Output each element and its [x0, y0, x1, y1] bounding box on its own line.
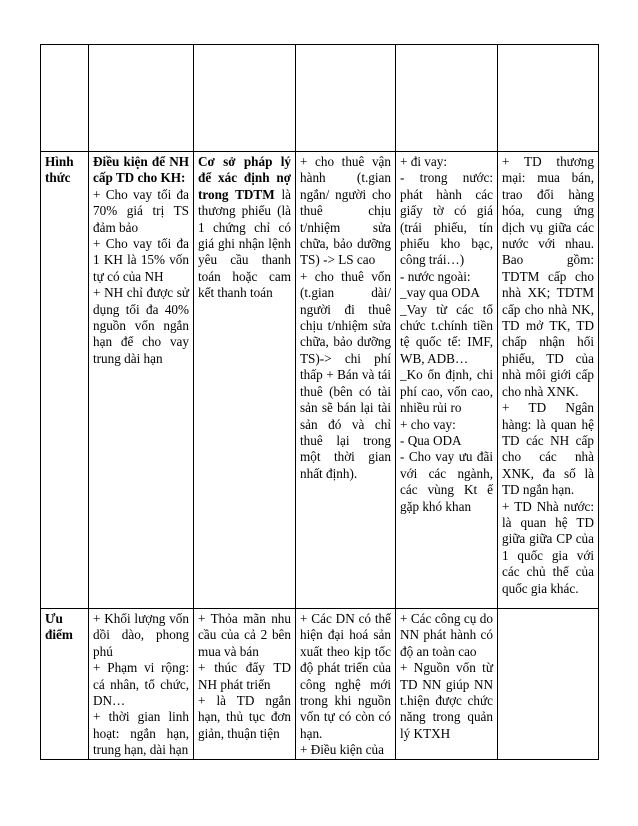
- table-cell: [498, 45, 599, 152]
- cell-paragraph: - trong nước: phát hành các giấy tờ có giá (trái phiếu, tín phiếu kho bạc, công trái…): [400, 170, 493, 268]
- cell-paragraph: + là TD ngắn hạn, thủ tục đơn giản, thuận tiện: [198, 693, 291, 741]
- row-header-cell: [41, 152, 89, 609]
- cell-line: [400, 449, 493, 515]
- cell-line: [400, 154, 493, 170]
- cell-paragraph: - Cho vay ưu đãi với các ngành, các vùng Kt ế gặp khó khan: [400, 449, 493, 514]
- cell-paragraph: - Qua ODA: [400, 432, 462, 448]
- table-cell: [194, 45, 296, 152]
- table-cell: [194, 609, 296, 760]
- table-row-empty: [41, 45, 599, 152]
- cell-paragraph: + Điều kiện của: [300, 742, 384, 758]
- cell-paragraph: - nước ngoài:: [400, 268, 471, 284]
- cell-line: [198, 660, 291, 693]
- cell-line: [400, 433, 493, 449]
- cell-line: [93, 285, 189, 367]
- cell-paragraph: + Các DN có thể hiện đại hoá sản xuất theo kịp tốc độ phát triển của công nghệ mới trong khi nguồn vốn tự có còn có hạn.: [300, 611, 391, 741]
- cell-paragraph: + Phạm vi rộng: cá nhân, tổ chức, DN…: [93, 660, 189, 709]
- comparison-table: [40, 44, 599, 760]
- cell-paragraph: + NH chỉ được sử dụng tối đa 40% nguồn vốn ngắn hạn để cho vay trung dài hạn: [93, 285, 189, 366]
- cell-paragraph: _Vay từ các tổ chức t.chính tiền tệ quốc tế: IMF, WB, ADB…: [400, 301, 493, 366]
- cell-paragraph: + cho thuê vận hành (t.gian ngắn/ người cho thuê chịu t/nhiệm sửa chữa, bảo dưỡng TS) -> LS cao: [300, 154, 391, 268]
- row-header-text: Ưu: [45, 611, 63, 626]
- cell-line: [400, 417, 493, 433]
- cell-line: [400, 660, 493, 742]
- table-cell: [194, 152, 296, 609]
- cell-line: [400, 170, 493, 268]
- cell-line: [93, 709, 189, 758]
- cell-line: [300, 154, 391, 269]
- cell-line: [400, 302, 493, 368]
- cell-line: [502, 400, 594, 498]
- cell-paragraph: + cho thuê vốn (t.gian dài/ người đi thuê chịu t/nhiệm sửa chữa, bảo dưỡng TS)-> chi phí thấp + Bán và tái thuê (bên có tài sản sẽ bán lại tài sản đó và chỉ thuê lại trong một thời gian nhất định).: [300, 268, 391, 481]
- table-cell: [396, 45, 498, 152]
- cell-paragraph: + Khối lượng vốn dồi dào, phong phú: [93, 611, 189, 659]
- table-row-hinh-thuc: [41, 152, 599, 609]
- cell-line: [400, 367, 493, 416]
- cell-line: [93, 611, 189, 660]
- cell-paragraph: _Ko ổn định, chi phí cao, vốn cao, nhiều rủi ro: [400, 367, 493, 416]
- table-cell: [89, 45, 194, 152]
- table-row-uu-diem: [41, 609, 599, 760]
- cell-line: [400, 285, 493, 301]
- cell-line: [300, 269, 391, 482]
- cell-paragraph: là thương phiếu (là 1 chứng chỉ có giá ghi nhận lệnh yêu cầu thanh toán hoặc cam kết thanh toán: [198, 186, 291, 301]
- table-cell: [296, 45, 396, 152]
- cell-paragraph: Điều kiện để NH cấp TD cho KH:: [93, 154, 189, 186]
- table-cell: [296, 609, 396, 760]
- cell-line: [502, 154, 594, 400]
- cell-paragraph: + TD thương mại: mua bán, trao đổi hàng hóa, cung ứng dịch vụ giữa các nước với nhau. Bao gồm: TDTM cấp cho nhà XK; TDTM cấp cho nhà NK, TD mở TK, TD chấp nhận hối phiếu, TD của nhà môi giới cấp cho nhà XNK.: [502, 154, 594, 399]
- row-header-text: thức: [45, 170, 71, 186]
- cell-paragraph: + thời gian linh hoạt: ngắn hạn, trung hạn, dài hạn: [93, 709, 189, 758]
- cell-line: [400, 269, 493, 285]
- row-header-cell: [41, 45, 89, 152]
- cell-line: [198, 693, 291, 742]
- cell-line: [198, 154, 291, 302]
- cell-line: [300, 611, 391, 742]
- table-cell: [89, 609, 194, 760]
- cell-paragraph: + Thỏa mãn nhu cầu của cả 2 bên mua và bán: [198, 611, 291, 659]
- cell-line: [300, 742, 391, 758]
- table-cell: [396, 609, 498, 760]
- cell-paragraph: + thúc đẩy TD NH phát triển: [198, 660, 291, 692]
- cell-line: [93, 236, 189, 285]
- table-cell: [89, 152, 194, 609]
- cell-paragraph: + Các công cụ do NN phát hành có độ an toàn cao: [400, 611, 493, 659]
- row-header-text: điểm: [45, 627, 73, 643]
- cell-paragraph: + TD Ngân hàng: là quan hệ TD các NH cấp cho các nhà XNK, đa số là TD ngắn hạn.: [502, 400, 594, 498]
- cell-paragraph: + TD Nhà nước: là quan hệ TD giữa giữa CP của 1 quốc gia với các chủ thể của quốc gia khác.: [502, 498, 594, 596]
- cell-line: [502, 499, 594, 597]
- cell-paragraph: + Cho vay tối đa 1 KH là 15% vốn tự có của NH: [93, 236, 189, 284]
- cell-paragraph: Cơ sở pháp lý để xác định nợ trong TDTM: [198, 154, 291, 202]
- table-body: [41, 45, 599, 760]
- table-cell: [296, 152, 396, 609]
- cell-paragraph: + đi vay:: [400, 154, 447, 169]
- table-cell: [498, 609, 599, 760]
- cell-paragraph: + cho vay:: [400, 416, 456, 432]
- cell-line: [93, 660, 189, 709]
- row-header-cell: [41, 609, 89, 760]
- cell-line: [198, 611, 291, 660]
- row-header-text: Hình: [45, 154, 74, 169]
- table-cell: [498, 152, 599, 609]
- cell-line: [400, 611, 493, 660]
- table-cell: [396, 152, 498, 609]
- cell-paragraph: + Cho vay tối đa 70% giá trị TS đảm bảo: [93, 186, 189, 235]
- cell-line: [93, 154, 189, 187]
- cell-paragraph: _vay qua ODA: [400, 285, 480, 301]
- cell-paragraph: + Nguồn vốn từ TD NN giúp NN t.hiện được chức năng trong quản lý KTXH: [400, 660, 493, 741]
- cell-line: [93, 187, 189, 236]
